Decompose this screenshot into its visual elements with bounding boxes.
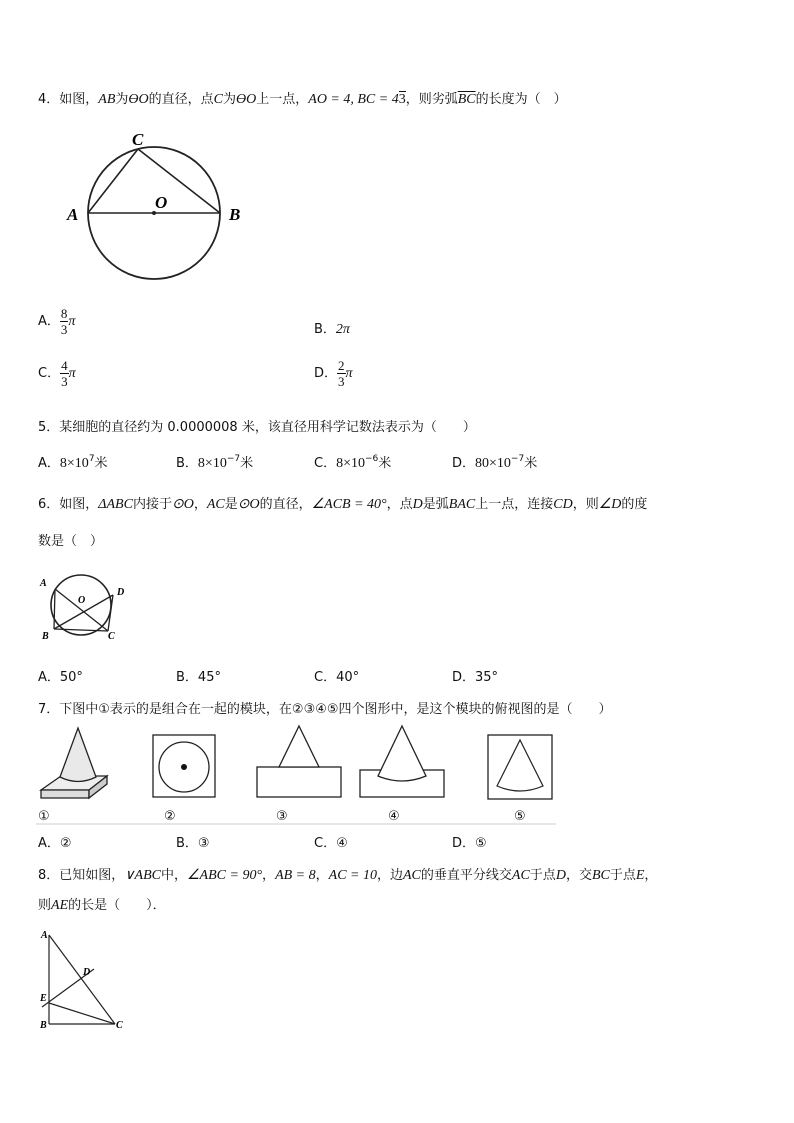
q7-option-a[interactable]: A．② (38, 836, 72, 851)
q8-triangle-figure (36, 925, 136, 1035)
chord-ab (54, 589, 55, 629)
label-c: C (132, 130, 144, 149)
q8-stem-line1: 8．已知如图，∨ABC中，∠ABC = 90°，AB = 8，AC = 10，边AC的垂直平分线交AC于点D，交BC于点E， (38, 868, 658, 883)
label-a: A (41, 930, 48, 941)
q5-option-a[interactable]: A．$8\times 10^7$米 (38, 454, 108, 471)
q8-stem-line2: 则AE的长是（ ）． (38, 898, 166, 913)
q7-option-c[interactable]: C．④ (314, 836, 348, 851)
q6-stem-line1: 6．如图，ΔABC内接于⊙O，AC是⊙O的直径，∠ACB = 40°，点D是弧BAC上一点，连接CD，则∠D的度 (38, 497, 648, 512)
q6-circle-figure (38, 573, 138, 643)
q7-caption-3: ③ (276, 809, 288, 824)
view-2 (153, 735, 215, 797)
q7-caption-1: ① (38, 809, 50, 824)
label-o: O (78, 595, 86, 606)
label-b: B (229, 205, 241, 224)
label-b: B (42, 631, 49, 642)
segment-ec (49, 1003, 115, 1024)
q6-stem-line2: 数是（ ） (38, 534, 104, 549)
label-d: D (117, 587, 125, 598)
view-4 (360, 726, 444, 797)
label-c: C (116, 1020, 123, 1031)
q7-figure-strip (36, 724, 556, 826)
q4-option-a[interactable]: A． $\frac{8}{3}$ π (38, 306, 76, 337)
q7-caption-2: ② (164, 809, 176, 824)
chord-bc (138, 149, 220, 213)
q4-option-d[interactable]: D． $\frac{2}{3}$ π (314, 358, 353, 389)
q7-caption-4: ④ (388, 809, 400, 824)
view-3 (257, 726, 341, 797)
q5-option-b[interactable]: B．$8\times 10^{-7}$米 (176, 454, 254, 471)
q7-option-d[interactable]: D．⑤ (452, 836, 487, 851)
q4-option-c[interactable]: C． $\frac{4}{3}$ π (38, 358, 76, 389)
label-b: B (40, 1020, 47, 1031)
q5-option-c[interactable]: C．$8\times 10^{-6}$米 (314, 454, 392, 471)
view-5 (488, 735, 552, 799)
q4-stem: 4．如图，AB为ϴO的直径，点C为ϴO上一点，AO = 4, BC = 43，则劣弧$\overline{BC}$的长度为（ ） (38, 92, 567, 107)
q6-option-c[interactable]: C．40° (314, 670, 360, 685)
q7-stem: 7．下图中①表示的是组合在一起的模块，在②③④⑤四个图形中，是这个模块的俯视图的是（ ） (38, 702, 612, 717)
q5-option-d[interactable]: D．$80\times 10^{-7}$米 (452, 454, 538, 471)
label-e: E (40, 993, 47, 1004)
sqrt-three: 3 (398, 92, 406, 107)
q5-stem: 5．某细胞的直径约为 0.0000008 米，该直径用科学记数法表示为（ ） (38, 420, 476, 435)
label-a: A (40, 578, 47, 589)
q6-option-a[interactable]: A．50° (38, 670, 83, 685)
module-1 (41, 728, 107, 798)
q7-caption-5: ⑤ (514, 809, 526, 824)
side-ac (49, 935, 115, 1024)
q4-circle-figure (60, 125, 260, 300)
label-o: O (155, 193, 168, 212)
label-d: D (83, 967, 91, 978)
q6-option-d[interactable]: D．35° (452, 670, 499, 685)
label-a: A (67, 205, 79, 224)
label-c: C (108, 631, 115, 642)
q7-option-b[interactable]: B．③ (176, 836, 210, 851)
q4-option-b[interactable]: B．2π (314, 322, 350, 337)
q6-option-b[interactable]: B．45° (176, 670, 221, 685)
